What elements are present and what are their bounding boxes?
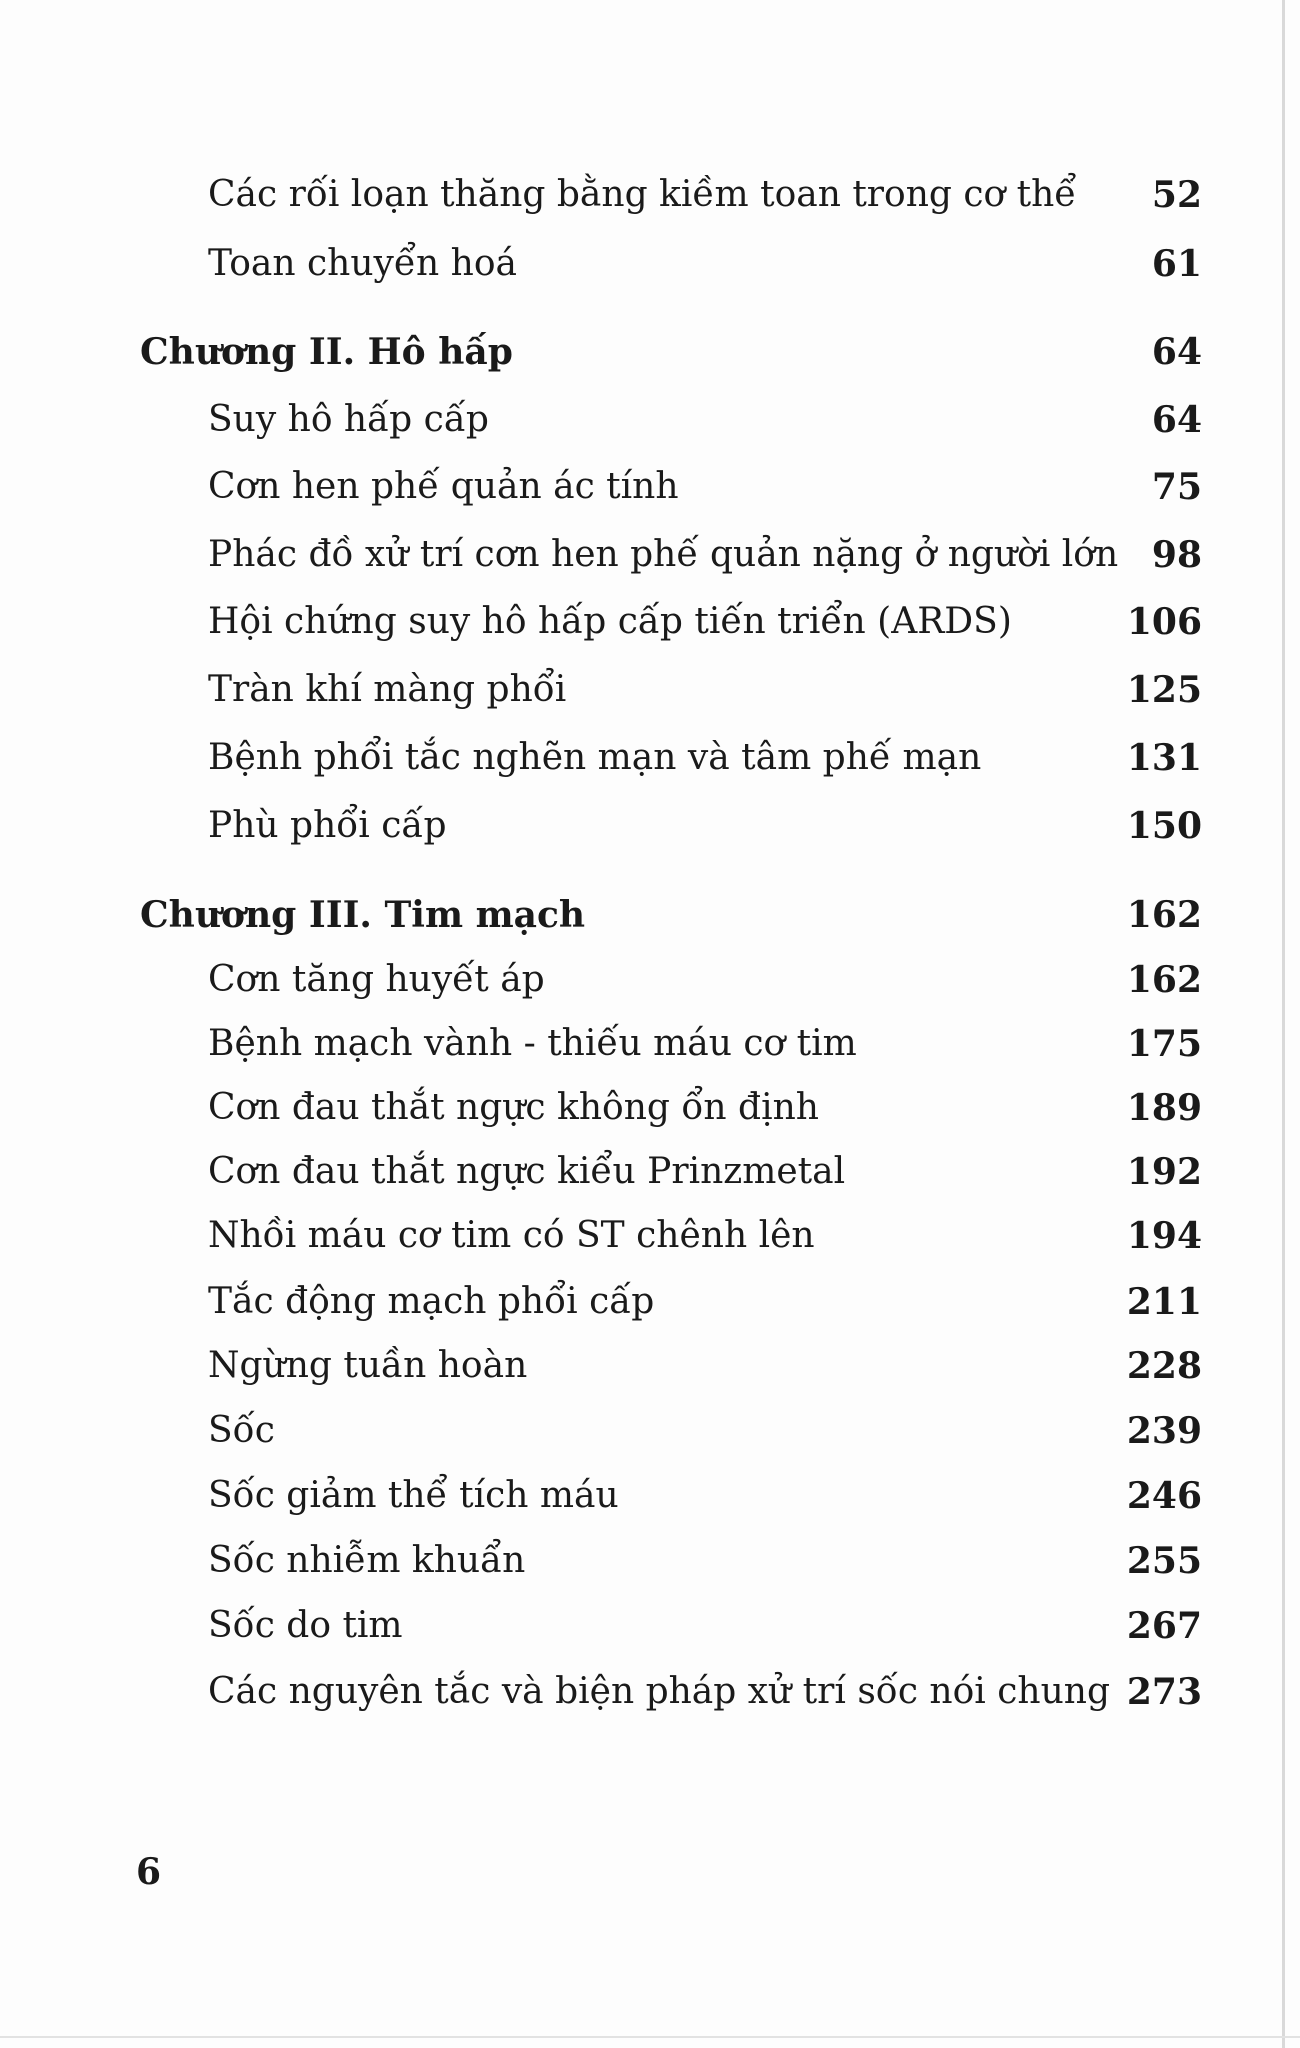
- section-title: Các rối loạn thăng bằng kiềm toan trong cơ thể: [208, 174, 1077, 215]
- toc-section-entry: [0, 660, 1300, 720]
- toc-page-number: 192: [1126, 1151, 1202, 1193]
- page-bottom-edge: [0, 2036, 1300, 2038]
- toc-page-number: 162: [1126, 894, 1202, 936]
- toc-section-entry: [0, 1014, 1300, 1074]
- section-title: Bệnh mạch vành - thiếu máu cơ tim: [208, 1023, 857, 1064]
- toc-section-entry: [0, 234, 1300, 294]
- toc-page-number: 211: [1126, 1281, 1202, 1323]
- section-title: Ngừng tuần hoàn: [208, 1345, 528, 1386]
- section-title: Sốc: [208, 1410, 275, 1451]
- chapter-title: Chương III. Tim mạch: [140, 894, 586, 936]
- toc-page-number: 267: [1126, 1605, 1202, 1647]
- toc-section-entry: [0, 1078, 1300, 1138]
- toc-page-number: 150: [1126, 805, 1202, 847]
- toc-chapter-entry: [0, 322, 1300, 382]
- section-title: Sốc giảm thể tích máu: [208, 1475, 619, 1516]
- toc-section-entry: [0, 1466, 1300, 1526]
- toc-section-entry: [0, 796, 1300, 856]
- toc-page-number: 52: [1151, 174, 1202, 216]
- toc-section-entry: [0, 1206, 1300, 1266]
- toc-page-number: 64: [1151, 331, 1202, 373]
- section-title: Nhồi máu cơ tim có ST chênh lên: [208, 1215, 815, 1256]
- toc-section-entry: [0, 950, 1300, 1010]
- toc-page-number: 189: [1126, 1087, 1202, 1129]
- toc-page-number: 273: [1126, 1671, 1202, 1713]
- section-title: Sốc do tim: [208, 1605, 403, 1646]
- toc-page-number: 75: [1151, 466, 1202, 508]
- toc-section-entry: [0, 390, 1300, 450]
- toc-page-number: 228: [1126, 1345, 1202, 1387]
- toc-section-entry: [0, 728, 1300, 788]
- toc-page-number: 125: [1126, 669, 1202, 711]
- chapter-title: Chương II. Hô hấp: [140, 331, 513, 373]
- toc-page-number: 61: [1151, 243, 1202, 285]
- section-title: Tắc động mạch phổi cấp: [208, 1281, 655, 1322]
- toc-page-number: 162: [1126, 959, 1202, 1001]
- toc-page-number: 106: [1126, 601, 1202, 643]
- section-title: Bệnh phổi tắc nghẽn mạn và tâm phế mạn: [208, 737, 982, 778]
- toc-section-entry: [0, 592, 1300, 652]
- toc-section-entry: [0, 1336, 1300, 1396]
- section-title: Cơn đau thắt ngực không ổn định: [208, 1087, 819, 1128]
- toc-section-entry: [0, 1531, 1300, 1591]
- section-title: Toan chuyển hoá: [208, 243, 517, 284]
- section-title: Phác đồ xử trí cơn hen phế quản nặng ở người lớn: [208, 534, 1119, 575]
- toc-page-number: 131: [1126, 737, 1202, 779]
- section-title: Cơn đau thắt ngực kiểu Prinzmetal: [208, 1151, 846, 1192]
- toc-section-entry: [0, 165, 1300, 225]
- toc-section-entry: [0, 1401, 1300, 1461]
- toc-section-entry: [0, 525, 1300, 585]
- section-title: Các nguyên tắc và biện pháp xử trí sốc nói chung: [208, 1671, 1111, 1712]
- toc-page-number: 64: [1151, 399, 1202, 441]
- toc-section-entry: [0, 1272, 1300, 1332]
- toc-page-number: 255: [1126, 1540, 1202, 1582]
- section-title: Suy hô hấp cấp: [208, 399, 489, 440]
- toc-section-entry: [0, 1662, 1300, 1722]
- section-title: Sốc nhiễm khuẩn: [208, 1540, 526, 1581]
- toc-page-number: 194: [1126, 1215, 1202, 1257]
- toc-page-number: 98: [1151, 534, 1202, 576]
- toc-page-number: 239: [1126, 1410, 1202, 1452]
- section-title: Cơn tăng huyết áp: [208, 959, 545, 1000]
- section-title: Tràn khí màng phổi: [208, 669, 567, 710]
- section-title: Hội chứng suy hô hấp cấp tiến triển (ARDS): [208, 601, 1012, 642]
- toc-chapter-entry: [0, 885, 1300, 945]
- toc-section-entry: [0, 457, 1300, 517]
- toc-page-number: 175: [1126, 1023, 1202, 1065]
- toc-section-entry: [0, 1596, 1300, 1656]
- toc-section-entry: [0, 1142, 1300, 1202]
- section-title: Phù phổi cấp: [208, 805, 447, 846]
- page-number-folio: 6: [136, 1851, 162, 1893]
- section-title: Cơn hen phế quản ác tính: [208, 466, 679, 507]
- toc-page-number: 246: [1126, 1475, 1202, 1517]
